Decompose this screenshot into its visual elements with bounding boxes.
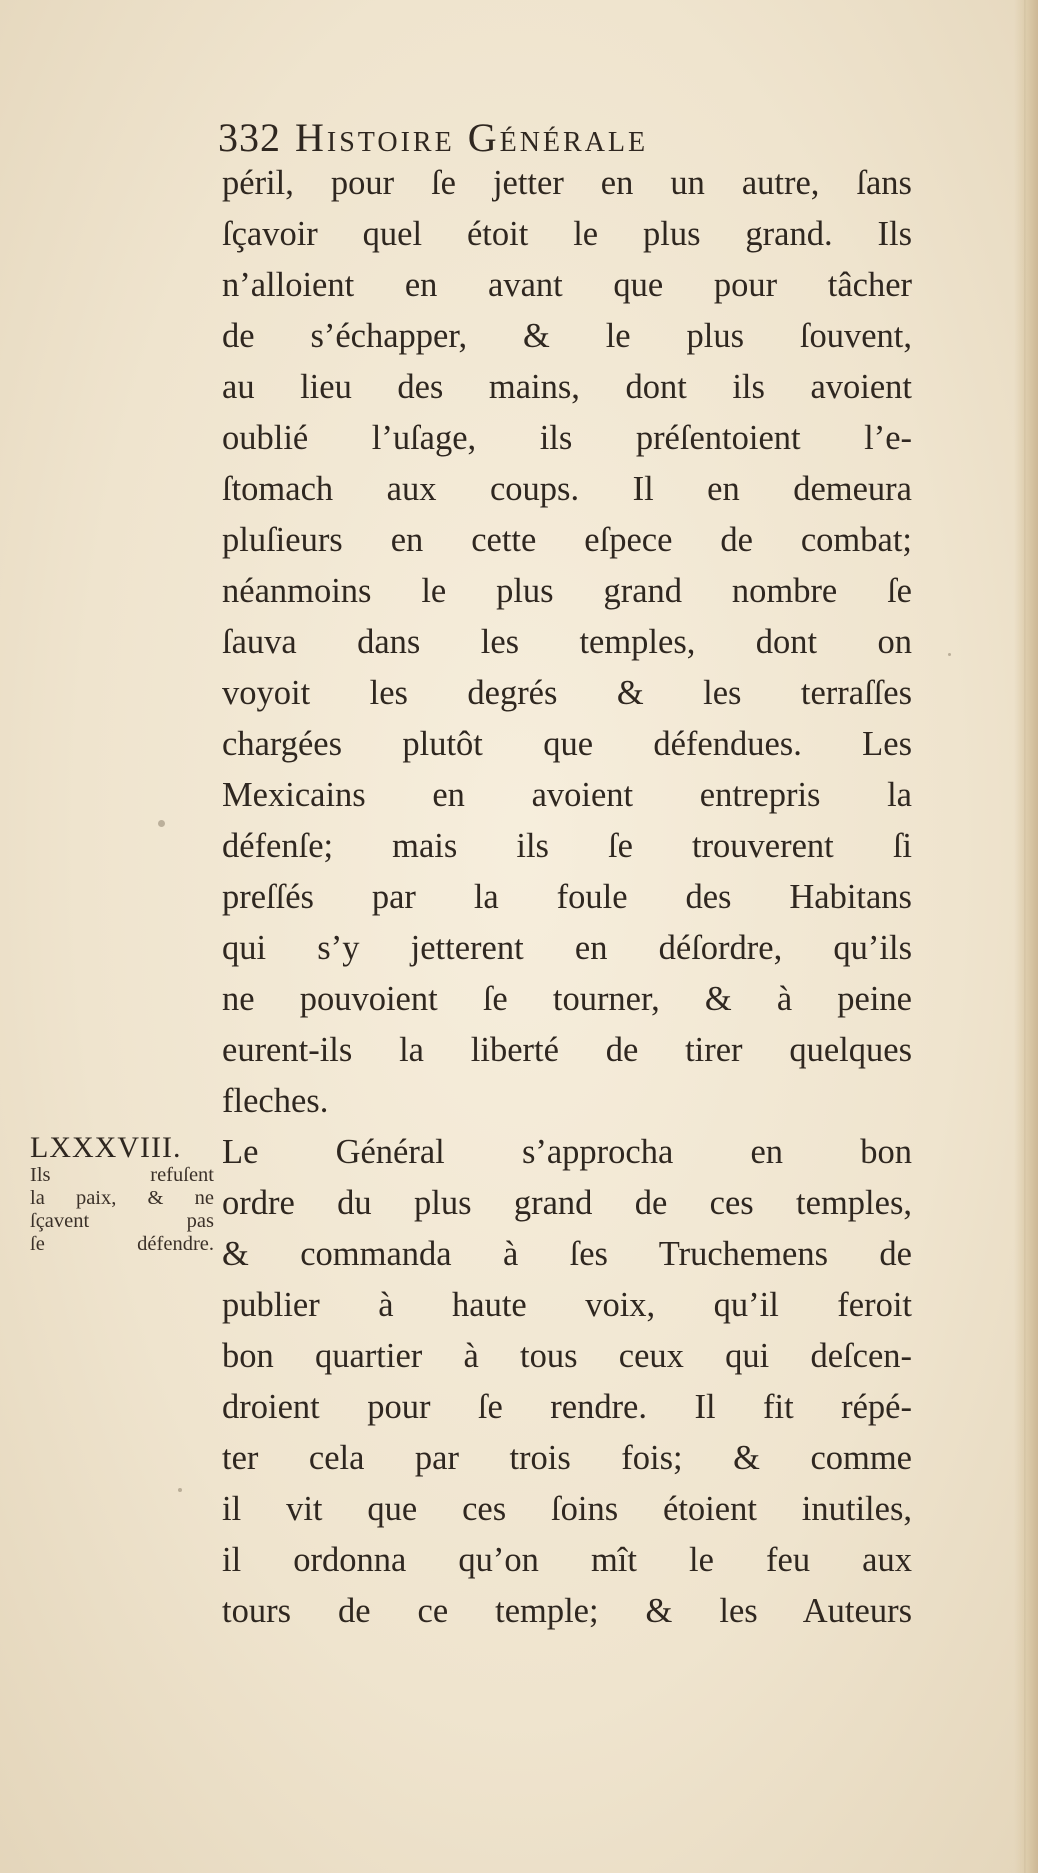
text-line: néanmoins le plus grand nombre ſe	[222, 572, 912, 610]
text-line: ordre du plus grand de ces temples,	[222, 1184, 912, 1222]
text-line: ter cela par trois fois; & comme	[222, 1439, 912, 1477]
text-line: preſſés par la foule des Habitans	[222, 878, 912, 916]
paper-speck	[948, 653, 951, 656]
text-line: eurent-ils la liberté de tirer quelques	[222, 1031, 912, 1069]
text-line: qui s’y jetterent en déſordre, qu’ils	[222, 929, 912, 967]
text-line: bon quartier à tous ceux qui deſcen-	[222, 1337, 912, 1375]
page-number: 332	[218, 115, 281, 160]
marginal-note-line: ſçavent pas	[30, 1210, 214, 1232]
text-line: oublié l’uſage, ils préſentoient l’e-	[222, 419, 912, 457]
text-line: ne pouvoient ſe tourner, & à peine	[222, 980, 912, 1018]
text-line: ſçavoir quel étoit le plus grand. Ils	[222, 215, 912, 253]
text-line: péril, pour ſe jetter en un autre, ſans	[222, 164, 912, 202]
marginal-note-line: ſe défendre.	[30, 1233, 214, 1255]
text-line: il vit que ces ſoins étoient inutiles,	[222, 1490, 912, 1528]
text-line: & commanda à ſes Truchemens de	[222, 1235, 912, 1273]
text-line: de s’échapper, & le plus ſouvent,	[222, 317, 912, 355]
marginal-note	[30, 1164, 218, 1256]
text-line: voyoit les degrés & les terraſſes	[222, 674, 912, 712]
text-line: n’alloient en avant que pour tâcher	[222, 266, 912, 304]
paper-speck	[158, 820, 165, 827]
text-line: ſtomach aux coups. Il en demeura	[222, 470, 912, 508]
text-line: Le Général s’approcha en bon	[222, 1133, 912, 1171]
text-line: chargées plutôt que défendues. Les	[222, 725, 912, 763]
marginal-note-line: Ils refuſent	[30, 1164, 214, 1186]
text-line: il ordonna qu’on mît le feu aux	[222, 1541, 912, 1579]
text-line: ſauva dans les temples, dont on	[222, 623, 912, 661]
running-head	[218, 115, 918, 160]
running-title: Histoire Générale	[295, 115, 649, 160]
page-edge-shadow	[1014, 0, 1038, 1873]
text-line: pluſieurs en cette eſpece de combat;	[222, 521, 912, 559]
text-line: défenſe; mais ils ſe trouverent ſi	[222, 827, 912, 865]
paper-speck	[178, 1488, 182, 1492]
marginal-note-line: la paix, & ne	[30, 1187, 214, 1209]
body-text	[222, 158, 922, 1637]
text-line: publier à haute voix, qu’il feroit	[222, 1286, 912, 1324]
text-line: droient pour ſe rendre. Il fit répé-	[222, 1388, 912, 1426]
text-line: Mexicains en avoient entrepris la	[222, 776, 912, 814]
text-line: fleches.	[222, 1082, 329, 1120]
section-numeral: LXXXVIII.	[30, 1131, 182, 1164]
text-line: au lieu des mains, dont ils avoient	[222, 368, 912, 406]
text-line: tours de ce temple; & les Auteurs	[222, 1592, 912, 1630]
